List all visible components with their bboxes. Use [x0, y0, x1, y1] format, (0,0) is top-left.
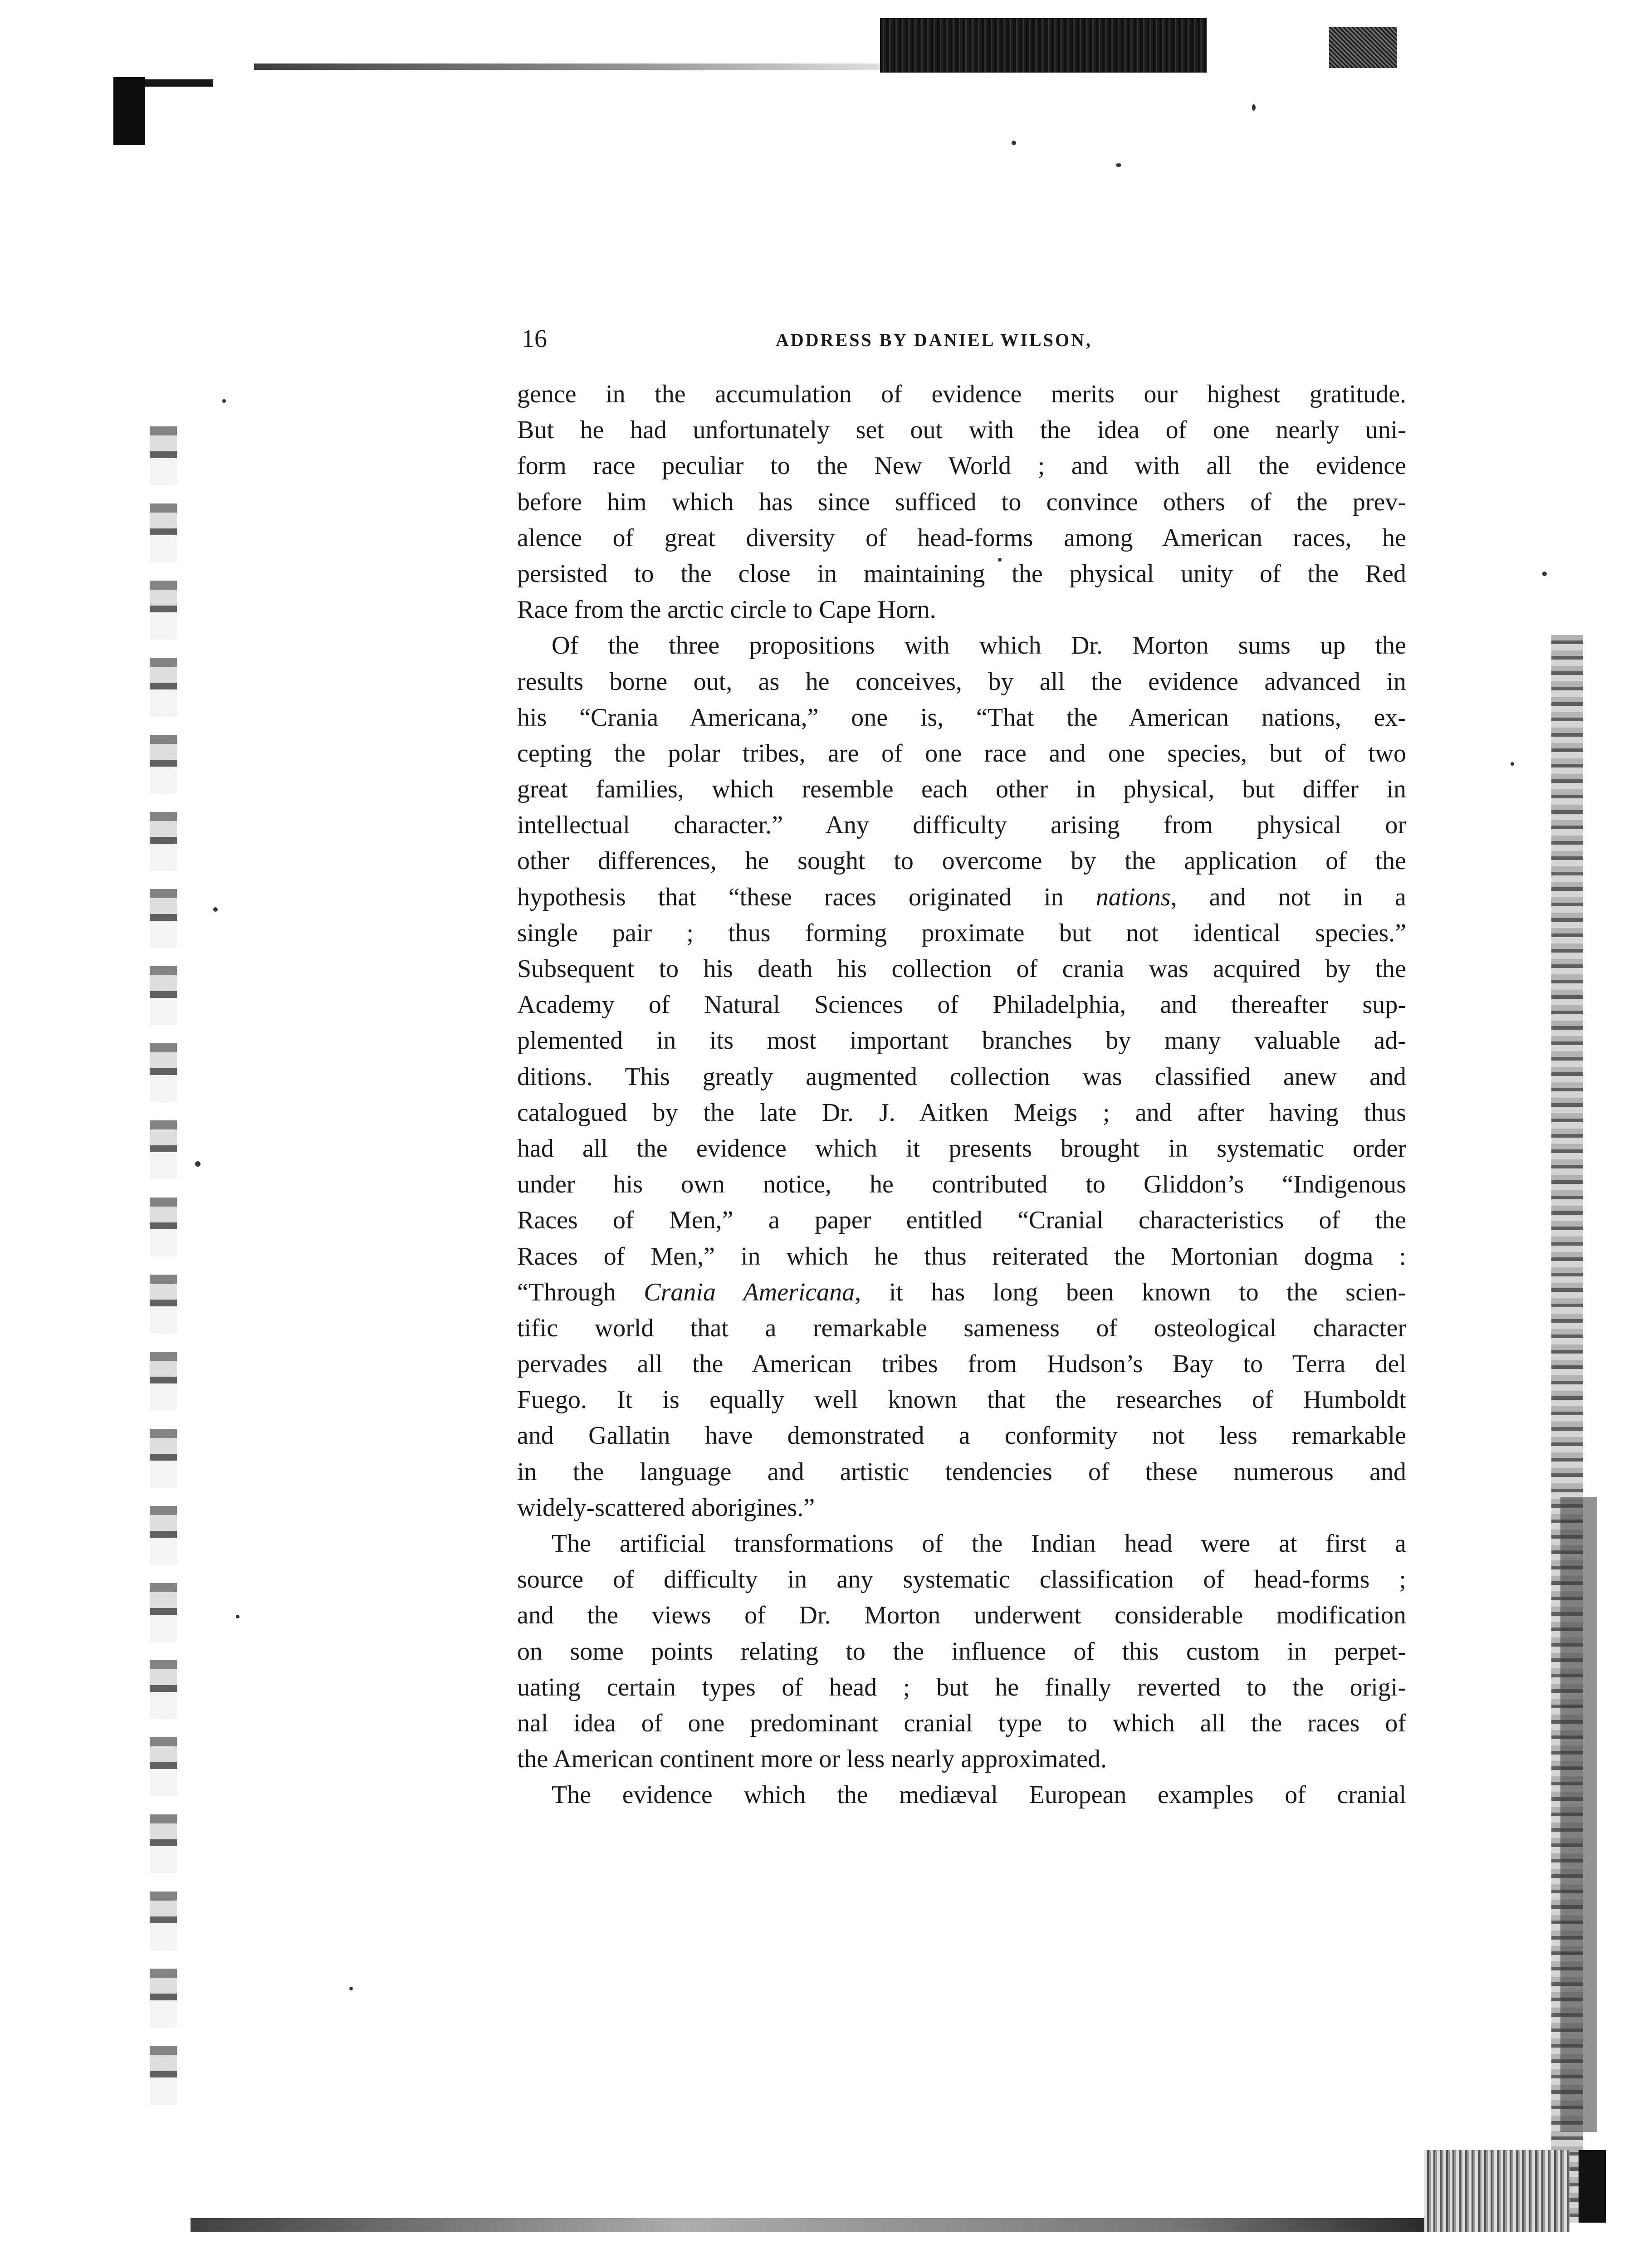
scan-smudge-top-right: [1329, 27, 1397, 68]
scan-edge-left: [150, 408, 177, 2109]
text-line: and the views of Dr. Morton underwent considerable modification: [517, 1601, 1406, 1630]
scan-edge-top: [254, 64, 898, 70]
text-line: Fuego. It is equally well known that the researches of Humboldt: [517, 1386, 1406, 1414]
text-line: his “Crania Americana,” one is, “That the American nations, ex-: [517, 703, 1406, 732]
text-line: pervades all the American tribes from Hudson’s Bay to Terra del: [517, 1350, 1406, 1378]
text-line: tific world that a remarkable sameness of osteological character: [517, 1314, 1406, 1342]
text-line: nal idea of one predominant cranial type to which all the races of: [517, 1709, 1406, 1737]
text-line: Academy of Natural Sciences of Philadelphia, and thereafter sup-: [517, 991, 1406, 1019]
scan-speck: [1252, 104, 1256, 111]
text-line: But he had unfortunately set out with the idea of one nearly uni-: [517, 416, 1406, 445]
page-header: [522, 323, 1406, 355]
text-line-mixed: [517, 1275, 1406, 1310]
text-line: had all the evidence which it presents brought in systematic order: [517, 1134, 1406, 1163]
italic-run: Crania Americana: [644, 1278, 855, 1306]
scan-speck: [213, 907, 218, 912]
text-line: results borne out, as he conceives, by all the evidence advanced in: [517, 667, 1406, 696]
text-line: ditions. This greatly augmented collection was classified anew and: [517, 1062, 1406, 1091]
scan-mark-top-left-bar: [145, 79, 213, 87]
text-run: , and not in a: [1170, 883, 1406, 911]
text-line: form race peculiar to the New World ; and with all the evidence: [517, 452, 1406, 480]
text-line: before him which has since sufficed to convince others of the prev-: [517, 488, 1406, 516]
scan-speck: [236, 1615, 240, 1618]
text-line: on some points relating to the influence of this custom in perpet-: [517, 1637, 1406, 1666]
scan-mark-bottom-right: [1579, 2150, 1606, 2223]
text-line: The evidence which the mediæval European examples of cranial: [552, 1781, 1406, 1809]
text-line-mixed: [517, 880, 1406, 915]
text-line: Subsequent to his death his collection of crania was acquired by the: [517, 955, 1406, 983]
scan-smudge-bottom-right: [1424, 2150, 1569, 2232]
text-line: Races of Men,” in which he thus reiterated the Mortonian dogma :: [517, 1242, 1406, 1271]
scan-edge-right-lower: [1560, 1497, 1597, 2132]
text-line: intellectual character.” Any difficulty arising from physical or: [517, 811, 1406, 840]
scan-speck: [222, 399, 226, 403]
running-head: ADDRESS BY DANIEL WILSON,: [776, 330, 1092, 350]
text-run: “Through: [517, 1278, 644, 1306]
text-run: hypothesis that “these races originated in: [517, 883, 1096, 911]
text-line: persisted to the close in maintaining the physical unity of the Red: [517, 559, 1406, 588]
text-line: under his own notice, he contributed to Gliddon’s “Indigenous: [517, 1170, 1406, 1199]
text-line: Races of Men,” a paper entitled “Cranial characteristics of the: [517, 1206, 1406, 1235]
text-line: cepting the polar tribes, are of one race and one species, but of two: [517, 739, 1406, 767]
scan-speck: [349, 1987, 353, 1990]
scan-speck: [1012, 141, 1016, 145]
italic-run: nations: [1095, 883, 1171, 911]
text-line: widely-scattered aborigines.”: [517, 1493, 815, 1522]
text-line: The artificial transformations of the Indian head were at first a: [552, 1530, 1406, 1558]
text-line: other differences, he sought to overcome by the application of the: [517, 847, 1406, 875]
scan-speck: [1116, 163, 1121, 167]
text-line: source of difficulty in any systematic classification of head-forms ;: [517, 1565, 1406, 1594]
text-line: in the language and artistic tendencies of these numerous and: [517, 1457, 1406, 1486]
page-number: 16: [522, 325, 547, 353]
scan-smudge-top: [880, 18, 1207, 73]
text-line: plemented in its most important branches by many valuable ad-: [517, 1026, 1406, 1055]
scan-speck: [1542, 572, 1547, 576]
text-line: Of the three propositions with which Dr. Morton sums up the: [552, 631, 1406, 660]
scan-speck: [195, 1161, 200, 1167]
text-line: and Gallatin have demonstrated a conformity not less remarkable: [517, 1422, 1406, 1450]
text-line: Race from the arctic circle to Cape Horn.: [517, 596, 936, 624]
text-line: catalogued by the late Dr. J. Aitken Meigs ; and after having thus: [517, 1098, 1406, 1127]
scan-mark-top-left: [113, 77, 145, 145]
text-line: gence in the accumulation of evidence merits our highest gratitude.: [517, 380, 1406, 408]
scan-edge-bottom: [191, 2218, 1424, 2232]
text-line: alence of great diversity of head-forms among American races, he: [517, 523, 1406, 552]
text-line: great families, which resemble each other in physical, but differ in: [517, 775, 1406, 804]
text-run: , it has long been known to the scien-: [855, 1278, 1406, 1306]
text-line: the American continent more or less nearly approximated.: [517, 1745, 1107, 1774]
body-text: [517, 376, 1406, 1813]
text-line: uating certain types of head ; but he finally reverted to the origi-: [517, 1673, 1406, 1701]
text-line: single pair ; thus forming proximate but not identical species.”: [517, 919, 1406, 947]
scan-speck: [1511, 762, 1514, 766]
